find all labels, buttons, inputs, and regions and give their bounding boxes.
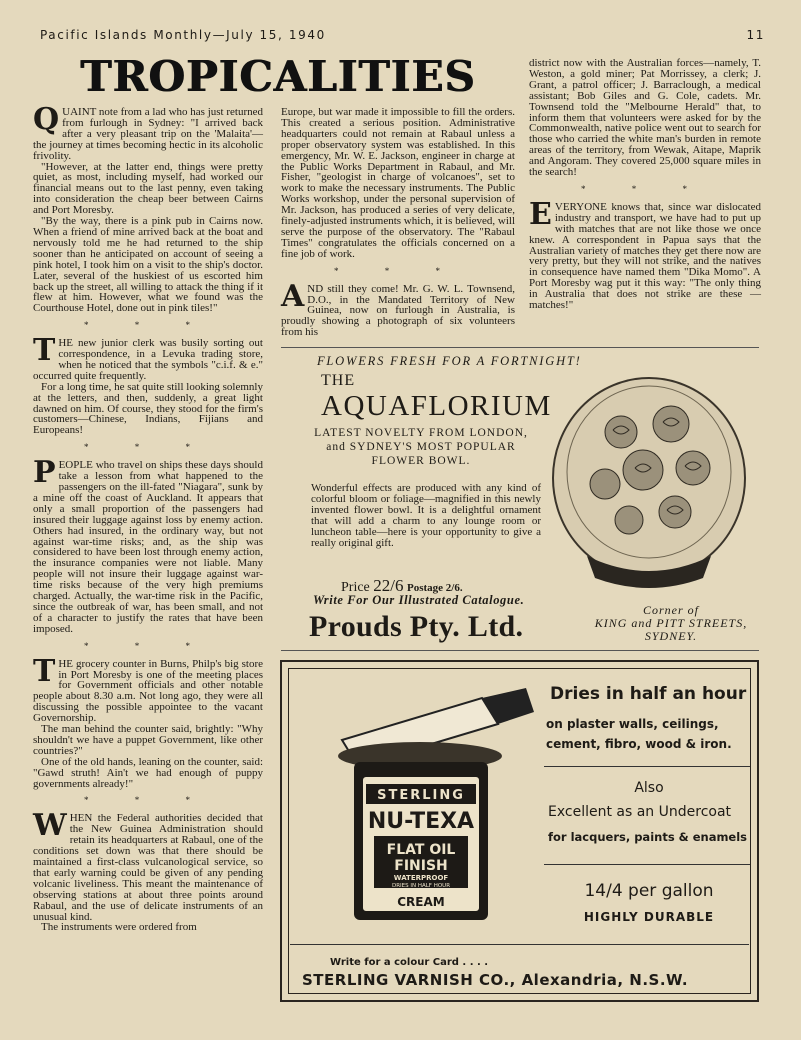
tin-finish-2: FINISH — [394, 858, 448, 874]
article-column-2 — [281, 107, 515, 338]
paragraph — [33, 724, 263, 757]
section-separator: * * * — [84, 640, 212, 651]
paragraph — [33, 653, 263, 725]
drop-cap: T — [33, 333, 56, 369]
running-title: Pacific Islands Monthly—July 15, 1940 — [40, 28, 326, 42]
ad-headline: Dries in half an hour — [550, 684, 747, 704]
paragraph — [281, 107, 515, 260]
section-separator: * * * — [581, 183, 709, 194]
paragraph — [33, 333, 263, 382]
drop-cap: W — [33, 808, 67, 844]
paragraph-text: VERYONE knows that, since war dislocated industry and transport, we have had to put up with matches that are not like those we once knew. A correspondent in Papua says that the Australian variety of matches they get there now are very pretty, but they will not strike, and the natives in consequence have named them "Dika Momo". A Port Moresby wag put it this way: "The only thing in Australia that does not strike are these — matches!" — [529, 200, 761, 312]
paragraph — [33, 922, 263, 933]
divider — [544, 766, 750, 767]
ad-latest-line-3: FLOWER BOWL. — [371, 455, 471, 467]
aquaflorium-advertisement — [281, 347, 759, 651]
section-separator: * * * — [84, 442, 212, 453]
sterling-varnish-advertisement — [280, 660, 759, 1002]
ad-body-copy: Wonderful effects are produced with any kind of colorful bloom or foliage—magnified in this newly invented flower bowl. It is a delightful ornament that will add a charm to any lounge room or luncheon table—here is your opportunity to give a really original gift. — [311, 482, 541, 549]
ad-company: STERLING VARNISH CO., Alexandria, N.S.W. — [302, 971, 689, 989]
running-header — [40, 28, 765, 46]
ad-the: THE — [321, 372, 356, 389]
paragraph-text: For a long time, he sat quite still looking solemnly at the letters, and then, suddenly, a great light dawned on him. Of course, they stood for the firm's customers—Chinese, Indians, Fijians and Europeans! — [33, 380, 263, 437]
ad-latest-line-2: and SYDNEY'S MOST POPULAR — [326, 441, 516, 453]
divider — [544, 864, 750, 865]
paragraph — [529, 196, 761, 312]
tin-waterproof: WATERPROOF — [393, 874, 449, 882]
section-separator: * * * — [84, 320, 212, 331]
ad-surfaces-line-2: cement, fibro, wood & iron. — [546, 737, 732, 751]
ad-address-line-3: SYDNEY. — [644, 629, 698, 643]
article-column-1 — [33, 102, 263, 934]
news-item — [529, 196, 761, 312]
news-item — [33, 455, 263, 635]
tin-colour: CREAM — [397, 895, 445, 909]
tin-product: NU-TEXA — [367, 809, 475, 834]
ad-address-line-1: Corner of — [642, 603, 699, 617]
ad-price-value: 22/6 — [373, 576, 404, 595]
ad-price-label: Price — [341, 580, 370, 595]
tin-finish-1: FLAT OIL — [386, 842, 456, 858]
paragraph-text: HE new junior clerk was busily sorting out correspondence, in a Levuka trading store, when he noticed that the symbols "c.i.f. & e." occurred quite frequently. — [33, 337, 263, 382]
ad-company-name: Prouds Pty. Ltd. — [309, 610, 524, 643]
paragraph-text: "By the way, there is a pink pub in Cairns now. When a friend of mine arrived back at the boat and nervously told me he had returned to the ship sooner than he anticipated on account of seeing a pink hotel, I took him on a visit to the ship's doctor. Later, several of the huskiest of us escorted him back up the street, all willing to attack the thing if it flew at him. However, what we found was the Courthouse Hotel, done out in pink tiles!" — [33, 215, 263, 315]
news-item — [529, 58, 761, 178]
article-column-3 — [529, 58, 761, 311]
paragraph-text: One of the old hands, leaning on the counter, said: "Gawd struth! Ain't we had enough of puppy governments already!" — [33, 755, 263, 790]
ad-latest-line-1: LATEST NOVELTY FROM LONDON, — [314, 427, 528, 439]
ad-surfaces-line-1: on plaster walls, ceilings, — [546, 717, 719, 731]
paragraph-text: EOPLE who travel on ships these days should take a lesson from what happened to the passengers on the ill-fated "Niagara", sunk by a mine off the coast of Auckland. It appears that only a small proportion of the passengers had insured their luggage against loss by enemy action. Others had insured, in the ordinary way, but not against war-time risks; and, as the ship was considered to have been lost through enemy action, the insurance companies were not liable. Many people will not insure their luggage against war-time risks because of the very high premiums charged. Actually, the war-time risk in the Pacific, since the outbreak of war, has been small, and not of a character to justify the rates that have been imposed. — [33, 459, 263, 635]
paragraph — [281, 278, 515, 339]
paragraph-text: UAINT note from a lad who has just returned from furlough in Sydney: "I arrived back after a very pleasant trip on the 'Malaita'—the journey at times becoming hectic in its alcoholic frivolity. — [33, 106, 263, 162]
paragraph-text: The man behind the counter said, brightly: "Why shouldn't we have a puppet Government, like other countries?" — [33, 723, 263, 757]
ad-surfaces — [546, 714, 752, 754]
news-item — [281, 278, 515, 339]
flower-bowl-illustration — [543, 372, 755, 597]
paragraph — [33, 162, 263, 217]
ad-undercoat: Excellent as an Undercoat — [548, 804, 732, 820]
section-separator: * * * — [84, 795, 212, 806]
tin-brand: STERLING — [377, 788, 465, 803]
paragraph-text: HE grocery counter in Burns, Philp's big store in Port Moresby is one of the meeting places for Government officials and other notable people about 8.30 a.m. Not long ago, they were all discussing the possible appointee to the vacant Governorship. — [33, 657, 263, 725]
ad-postage: Postage 2/6. — [407, 582, 463, 594]
ad-also: Also — [634, 780, 664, 796]
drop-cap: T — [33, 653, 56, 689]
ad-tagline: FLOWERS FRESH FOR A FORTNIGHT! — [317, 354, 582, 368]
ad-product-name: AQUAFLORIUM — [321, 390, 552, 422]
paragraph-text: district now with the Australian forces—namely, T. Weston, a gold miner; Pat Morrissey, a clerk; J. Grant, a patrol officer; J. Barraclough, a medical assistant; Bob Giles and G. Cole, cadets. Mr. Townsend told the "Melbourne Herald" that, to inform them that volunteers were asked for by the Commonwealth, native police went out to search for those who carried the white man's burden in remote areas of the territory, from Wewak, Aitape, Maprik and Angoram. They covered 25,000 square miles in the search! — [529, 57, 761, 179]
paragraph-text: Europe, but war made it impossible to fill the orders. This created a serious position. Administrative headquarters could not remain at Rabaul unless a proper observatory system was established. In this emergency, Mr. W. E. Jackson, engineer in charge at the Public Works Department in Rabaul, and Mr. Fisher, "geologist in charge of volcanoes", set to work to make the necessary instruments. The Public Works workshop, under the personal supervision of Mr. Jackson, has produced a series of very delicate, finely-adjusted instruments which, it is believed, will serve the purpose of the observatory. The "Rabaul Times" congratulates the officials concerned on a fine job of work. — [281, 106, 516, 260]
drop-cap: E — [529, 196, 552, 232]
tin-dries: DRIES IN HALF HOUR — [391, 883, 451, 889]
ad-durable: HIGHLY DURABLE — [583, 910, 715, 924]
paragraph — [33, 455, 263, 635]
page-number: 11 — [746, 28, 765, 42]
news-item — [33, 102, 263, 315]
news-item — [33, 653, 263, 790]
ad-footer — [290, 944, 749, 993]
ad-write-card: Write for a colour Card . . . . — [330, 957, 489, 968]
ad-address — [581, 604, 761, 643]
section-masthead: TROPICALITIES — [80, 52, 476, 101]
ad-address-line-2: KING and PITT STREETS, — [594, 616, 748, 630]
paragraph-text: ND still they come! Mr. G. W. L. Townsend, D.O., in the Mandated Territory of New Guinea, now on furlough in Australia, is proudly showing a photograph of six volunteers from his — [281, 282, 515, 339]
paragraph — [33, 382, 263, 437]
paragraph-text: HEN the Federal authorities decided that the New Guinea Administration should retain its headquarters at Rabaul, one of the conditions set down was that there should be maintained a first-class vulcanological service, so that early warning could be given of any pending volcanic liveliness. This meant the maintenance of observing stations at about three points around Rabaul, and the use of delicate instruments of an unusual kind. — [33, 812, 263, 923]
news-item — [281, 107, 515, 260]
paragraph — [33, 757, 263, 790]
drop-cap: P — [33, 455, 56, 491]
ad-latest-novelty — [311, 426, 531, 468]
drop-cap: Q — [33, 102, 60, 137]
paragraph-text: "However, at the latter end, things were pretty quiet, as most, including myself, had worked our financial means out to the last penny, even taking into consideration the cheap beer between Cairns and Port Moresby. — [33, 160, 263, 217]
ad-price: 14/4 per gallon — [584, 881, 714, 901]
paragraph — [33, 102, 263, 162]
paragraph-text: The instruments were ordered from — [41, 921, 197, 934]
section-separator: * * * — [334, 265, 462, 276]
paragraph — [529, 58, 761, 178]
news-item — [33, 808, 263, 934]
paint-tin-illustration — [312, 686, 540, 924]
paragraph — [33, 808, 263, 923]
drop-cap: A — [281, 278, 305, 314]
ad-lacquers: for lacquers, paints & enamels — [548, 830, 748, 844]
news-item — [33, 333, 263, 437]
ad-catalogue: Write For Our Illustrated Catalogue. — [313, 593, 525, 607]
paragraph — [33, 216, 263, 314]
